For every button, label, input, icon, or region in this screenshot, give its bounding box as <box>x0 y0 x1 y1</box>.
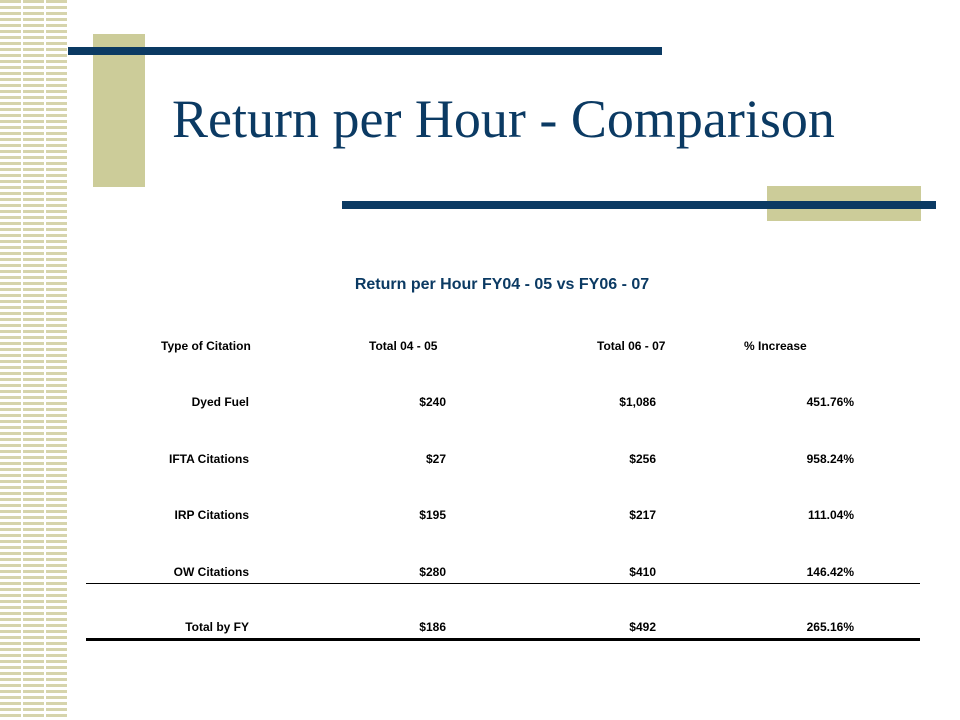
header-percent-increase: % Increase <box>744 339 807 353</box>
navy-rule-bottom <box>342 201 936 209</box>
cell-total-06-07: $492 <box>629 620 656 634</box>
tan-accent-block-top <box>93 34 145 187</box>
header-type-of-citation: Type of Citation <box>161 339 251 353</box>
table-caption: Return per Hour FY04 - 05 vs FY06 - 07 <box>354 276 650 293</box>
cell-increase: 451.76% <box>806 395 854 409</box>
cell-total-06-07: $410 <box>629 565 656 579</box>
table-bottom-rule <box>86 638 920 641</box>
cell-type: IRP Citations <box>174 508 249 522</box>
header-total-04-05: Total 04 - 05 <box>369 339 438 353</box>
cell-total-04-05: $280 <box>419 565 446 579</box>
table-divider <box>86 583 920 584</box>
cell-total-label: Total by FY <box>185 620 249 634</box>
cell-total-increase: 265.16% <box>806 620 854 634</box>
cell-increase: 958.24% <box>806 452 854 466</box>
cell-total-06-07: $217 <box>629 508 656 522</box>
cell-total-04-05: $195 <box>419 508 446 522</box>
header-total-06-07: Total 06 - 07 <box>597 339 666 353</box>
navy-rule-top <box>68 47 662 55</box>
cell-total-06-07: $1,086 <box>619 395 656 409</box>
slide-title: Return per Hour - Comparison <box>172 89 835 149</box>
cell-total-04-05: $240 <box>419 395 446 409</box>
cell-type: Dyed Fuel <box>191 395 249 409</box>
cell-type: IFTA Citations <box>169 452 249 466</box>
cell-total-06-07: $256 <box>629 452 656 466</box>
cell-increase: 111.04% <box>807 508 854 522</box>
cell-total-04-05: $27 <box>425 452 446 466</box>
cell-total-04-05: $186 <box>419 620 446 634</box>
side-stripe-pattern <box>0 0 68 720</box>
cell-increase: 146.42% <box>806 565 854 579</box>
cell-type: OW Citations <box>173 565 249 579</box>
